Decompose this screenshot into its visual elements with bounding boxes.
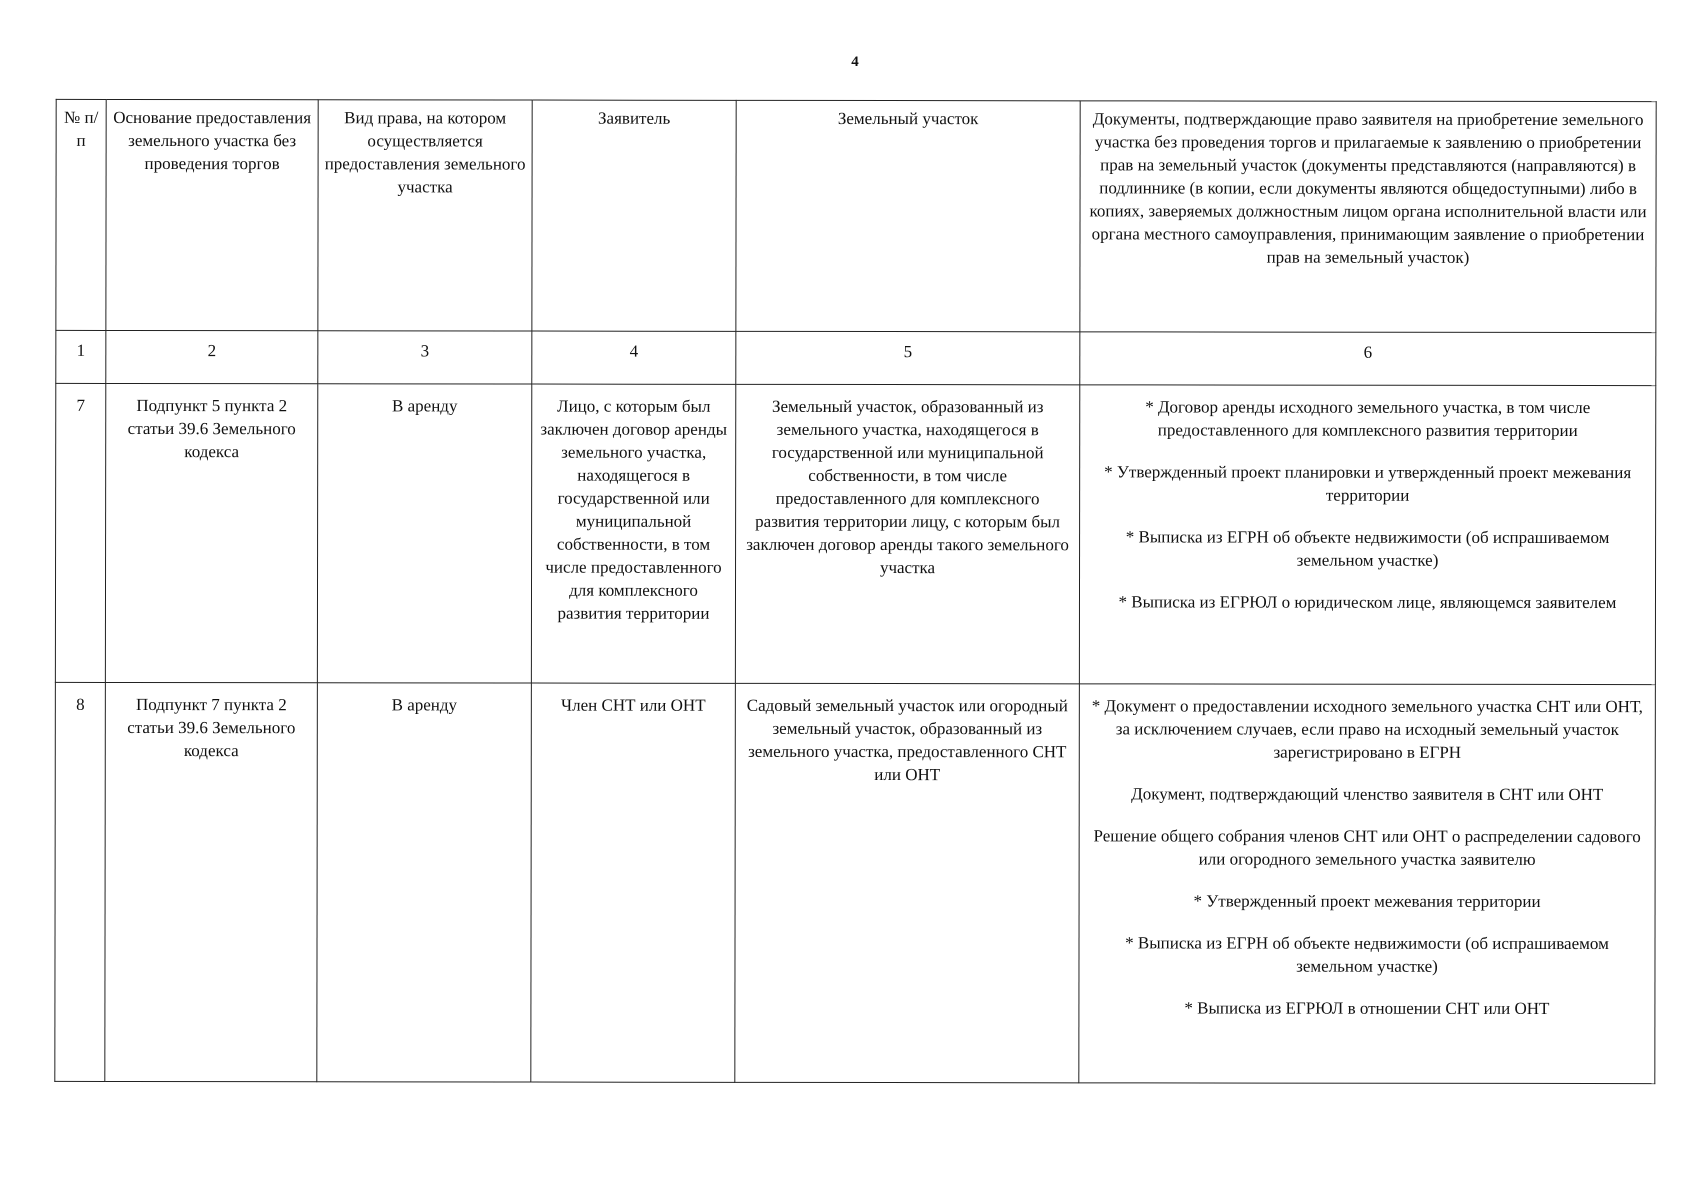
table-header-row [56,99,1656,332]
row-documents [1079,684,1656,1084]
row-land-plot: Земельный участок, образованный из земельного участка, находящегося в государственной или муниципальной собственности, в том числе предоставленного для комплексного развития территории лицу, с которым был заключен договор аренды такого земельного участка [735,384,1079,683]
column-number-row [56,330,1656,385]
document-item: * Договор аренды исходного земельного участка, в том числе предоставленного для комплексного развития территории [1145,397,1591,441]
document-item: Решение общего собрания членов СНТ или ОНТ о распределении садового или огородного земельного участка заявителю [1093,826,1641,869]
document-item: Документ, подтверждающий членство заявителя в СНТ или ОНТ [1131,784,1604,805]
row-right-type: В аренду [317,384,531,683]
document-item: * Выписка из ЕГРН об объекте недвижимости (об испрашиваемом земельном участке) [1125,527,1610,570]
document-item: * Выписка из ЕГРЮЛ о юридическом лице, являющемся заявителем [1118,592,1617,613]
header-right-type: Вид права, на котором осуществляется предоставления земельного участка [318,100,532,331]
column-number: 3 [318,331,532,384]
column-number: 1 [56,330,106,383]
document-item: * Утвержденный проект планировки и утвержденный проект межевания территории [1104,462,1632,505]
document-item: * Выписка из ЕГРН об объекте недвижимости (об испрашиваемом земельном участке) [1125,933,1609,976]
header-documents: Документы, подтверждающие право заявителя на приобретение земельного участка без проведения торгов и прилагаемые к заявлению о приобретении прав на земельный участок (документы представляются (направляются) в подлиннике (в копии, если документы являются общедоступными) либо в копиях, заверяемых должностным лицом органа исполнительной власти или органа местного самоуправления, принимающим заявление о приобретении прав на земельный участок) [1080,101,1656,333]
header-applicant: Заявитель [532,100,736,331]
header-number: № п/п [56,99,106,330]
row-number: 8 [55,682,106,1081]
row-number: 7 [55,383,105,682]
land-provision-table [54,99,1656,1084]
row-basis: Подпункт 7 пункта 2 статьи 39.6 Земельного кодекса [105,682,318,1081]
table-row [55,682,1656,1083]
column-number: 5 [736,331,1080,384]
row-applicant: Член СНТ или ОНТ [531,683,736,1082]
table-row [55,383,1655,684]
column-number: 4 [532,331,736,384]
page-number: 4 [851,54,859,70]
header-land-plot: Земельный участок [736,100,1080,331]
document-item: * Утвержденный проект межевания территории [1193,891,1541,911]
document-item: * Выписка из ЕГРЮЛ в отношении СНТ или ОНТ [1184,998,1550,1018]
column-number: 6 [1080,332,1656,386]
header-basis: Основание предоставления земельного участка без проведения торгов [106,99,318,330]
document-item: * Документ о предоставлении исходного земельного участка СНТ или ОНТ, за исключением случаев, если право на исходный земельный участок зарегистрировано в ЕГРН [1091,696,1643,762]
row-documents [1079,385,1655,685]
row-applicant: Лицо, с которым был заключен договор аренды земельного участка, находящегося в государственной или муниципальной собственности, в том числе предоставленного для комплексного развития территории [531,384,735,683]
row-basis: Подпункт 5 пункта 2 статьи 39.6 Земельного кодекса [105,383,317,682]
row-land-plot: Садовый земельный участок или огородный земельный участок, образованный из земельного участка, предоставленного СНТ или ОНТ [735,683,1080,1082]
row-right-type: В аренду [317,683,532,1082]
column-number: 2 [106,330,318,383]
